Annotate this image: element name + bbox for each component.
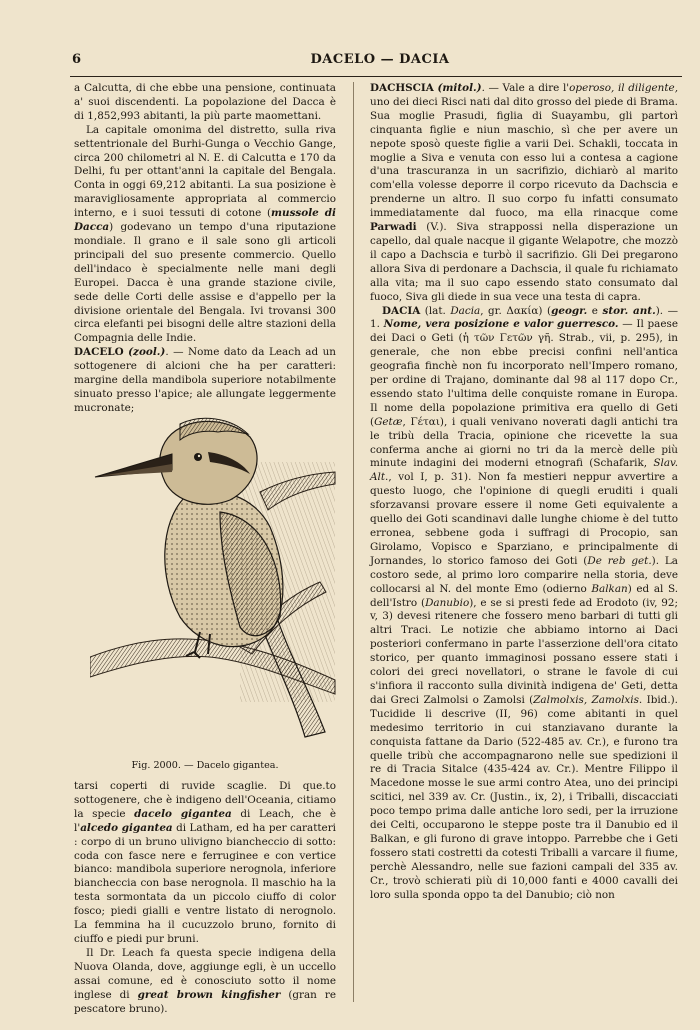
running-head: DACELO — DACIA xyxy=(310,52,450,67)
entry-dachscia: DACHSCIA (mitol.). — Vale a dire l'operoso, il diligente, uno dei dieci Risci nati dal dito grosso del piede di Brama. Sua moglie Prasudi, figlia di Suayambu, gli partorì cinquanta figlie e niun maschio, sì che per avere un nepote sposò queste figlie a varii Dei. Schakli, toccata in moglie a Siva e venuta con esso lui a contesa a cagione d'una trascuranza in un sacrifizio, dichiarò al marito com'ella volesse deporre il corpo ricevuto da Dachscia e prenderne un altro. Il suo corpo fu infatti consumato immediatamente dal fuoco, ma ella rinacque come Parwadi (V.). Siva strappossi nella disperazione un capello, dal quale nacque il gigante Welapotre, che mozzò il capo a Dachscia e turbò il sacrifizio. Gli Dei pregarono allora Siva di perdonare a Dachscia, il quale fu richiamato alla vita; ma il suo capo essendo stato consumato dal fuoco, Siva gli diede in sua vece una testa di capra. xyxy=(370,82,678,303)
figure-caption: Fig. 2000. — Dacelo gigantea. xyxy=(131,760,279,771)
term-dacelo-gigantea: dacelo gigantea xyxy=(134,807,232,820)
entry-dacelo: DACELO (zool.). — Nome dato da Leach ad un sottogenere di alcioni che ha per caratteri: margine della mandibola superiore notabilmente sinuato presso l'apice; ale allungate leggermente mucronate; xyxy=(74,346,336,414)
entry-term-dachscia: DACHSCIA xyxy=(370,82,434,94)
page-header xyxy=(0,52,700,74)
entry-dacia: DACIA (lat. Dacia, gr. Δακία) (geogr. e stor. ant.). — 1. Nome, vera posizione e valor guerresco. — Il paese dei Daci o Geti (ἡ τῶν Γετῶν γῆ. Strab., vii, p. 295), in generale, che non ebbe precisi confini nell'antica geografia finchè non fu incorporato nell'Impero romano, per ordine di Trajano, dominante dal 98 al 117 dopo Cr., essendo stato l'ultima delle conquiste romane in Europa. Il nome della popolazione primitiva era quello di Geti (Getæ, Γέται), i quali venivano noverati dagli antichi tra le tribù della Tracia, opinione che ricevette la sua conferma anche ai giorni no tri da la mercè delle più minute indagini dei moderni etnografi (Schafarik, Slav. Alt., vol I, p. 31). Non fa mestieri neppur avvertire a questo luogo, che l'opinione di quegli eruditi i quali sforzavansi provare essere il nome Geti equivalente a quello dei Goti scandinavi dalle lunghe chiome è del tutto erronea, sebbene goda i suffragi di Procopio, san Girolamo, Vopisco e Sparziano, e principalmente di Jornandes, lo storico famoso dei Goti (De reb get.). La costoro sede, al primo loro comparire nella storia, deve collocarsi al N. del monte Emo (odierno Balkan) ed al S. dell'Istro (Danubio), e se si presti fede ad Erodoto (iv, 92; v, 3) devesi ritenere che fossero meno barbari di tutti gli altri Traci. Le notizie che abbiamo intorno ai Daci posteriori confermano in parte l'asserzione dell'ora citato storico, per quanto immaginosi possano essere stati i colori dei greci novellatori, o strane le favole di cui s'infiora il racconto sulla divinità indigena de' Geti, detta dai Greci Zalmolsi o Zamolsi (Zalmolxis, Zamolxis. Ibid.). Tucidide li descrive (II, 96) come abitanti in quel medesimo territorio in cui stanziavano durante la conquista fattane da Dario (522-485 av. Cr.), e furono tra quelle tribù che accompagnarono nelle sue spedizioni il re di Tracia Sitalce (435-424 av. Cr.). Mentre Filippo il Macedone mosse le sue armi contro Atea, uno dei principi scitici, nel 339 av. Cr. (Justin., ix, 2), i Triballi, discacciati poco tempo prima dalle antiche loro sedi, per la irruzione dei Celti, occuparono le steppe poste tra il Danubio ed il Balkan, e gli furono di grave intoppo. Parrebbe che i Geti fossero stati costretti da cotesti Triballi a varcare il fiume, perchè Alessandro, nelle sue fazioni campali del 335 av. Cr., trovò schierati più di 10,000 fanti e 4000 cavalli dei loro sulla sponda oppo ta del Danubio; ciò non xyxy=(370,304,679,901)
section-heading-nome: Nome, vera posizione e valor guerresco. xyxy=(383,318,619,331)
left-column-top xyxy=(74,82,336,416)
column-divider xyxy=(353,82,354,1002)
paragraph-dacelo-gigantea: tarsi coperti di ruvide scaglie. Di que.to sottogenere, che è indigeno dell'Oceania, citiamo la specie dacelo gigantea di Leach, che è l'alcedo gigantea di Latham, ed ha per caratteri : corpo di un bruno ulivigno biancheccio di sotto: coda con fasce nere e ferruginee e con vertice bianco: mandibola superiore nerognola, inferiore biancheccia con base nerognola. Il maschio ha la testa sormontata da un piccolo ciuffo di color fosco; piedi gialli e ventre listato di nerognolo. La femmina ha il cucuzzolo bruno, fornito di ciuffo e piedi pur bruni. xyxy=(74,780,337,945)
term-mussole: mussole di Dacca xyxy=(74,207,336,234)
paragraph-leach: Il Dr. Leach fa questa specie indigena della Nuova Olanda, dove, aggiunge egli, è un uccello assai comune, ed è conosciuto sotto il nome inglese di great brown kingfisher (gran re pescatore bruno). xyxy=(74,946,336,1015)
term-parwadi: Parwadi xyxy=(370,221,417,234)
entry-tag-zool: (zool.) xyxy=(128,346,166,359)
entry-term-dacia: DACIA xyxy=(382,304,421,317)
term-alcedo-gigantea: alcedo gigantea xyxy=(80,821,173,834)
paragraph-dacca-capital: La capitale omonima del distretto, sulla riva settentrionale del Burhi-Gunga o Vecchio Gange, circa 200 chilometri al N. E. di Calcutta e 170 da Delhi, fu per ottant'anni la capitale del Bengala. Conta in oggi 69,212 abitanti. La sua posizione è maravigliosamente appropriata al commercio interno, e i suoi tessuti di cotone (mussole di Dacca) godevano un tempo d'una riputazione mondiale. Il grano e il sale sono gli articoli principali del suo presente commercio. Quello dell'indaco è specialmente nelle mani degli Europei. Dacca è una grande stazione civile, sede delle Corti delle assise e d'appello per la divisione orientale del Bengala. Ivi trovansi 300 circa elefanti pei bisogni delle altre stazioni della Compagnia delle Indie. xyxy=(74,123,336,345)
entry-term-dacelo: DACELO xyxy=(74,346,124,359)
page-number: 6 xyxy=(72,52,82,67)
paragraph-dacca-population: a Calcutta, di che ebbe una pensione, continuata a' suoi discendenti. La popolazione del Dacca è di 1,852,993 abitanti, la più parte maomettani. xyxy=(74,82,336,122)
kingfisher-illustration xyxy=(90,402,340,752)
entry-tag-mitol: (mitol.) xyxy=(437,82,482,94)
term-great-brown-kingfisher: great brown kingfisher xyxy=(137,988,281,1001)
dacelo-gigantea-engraving xyxy=(90,402,340,752)
left-column-bottom xyxy=(74,780,336,1016)
header-rule xyxy=(70,76,682,77)
right-column xyxy=(370,82,678,902)
